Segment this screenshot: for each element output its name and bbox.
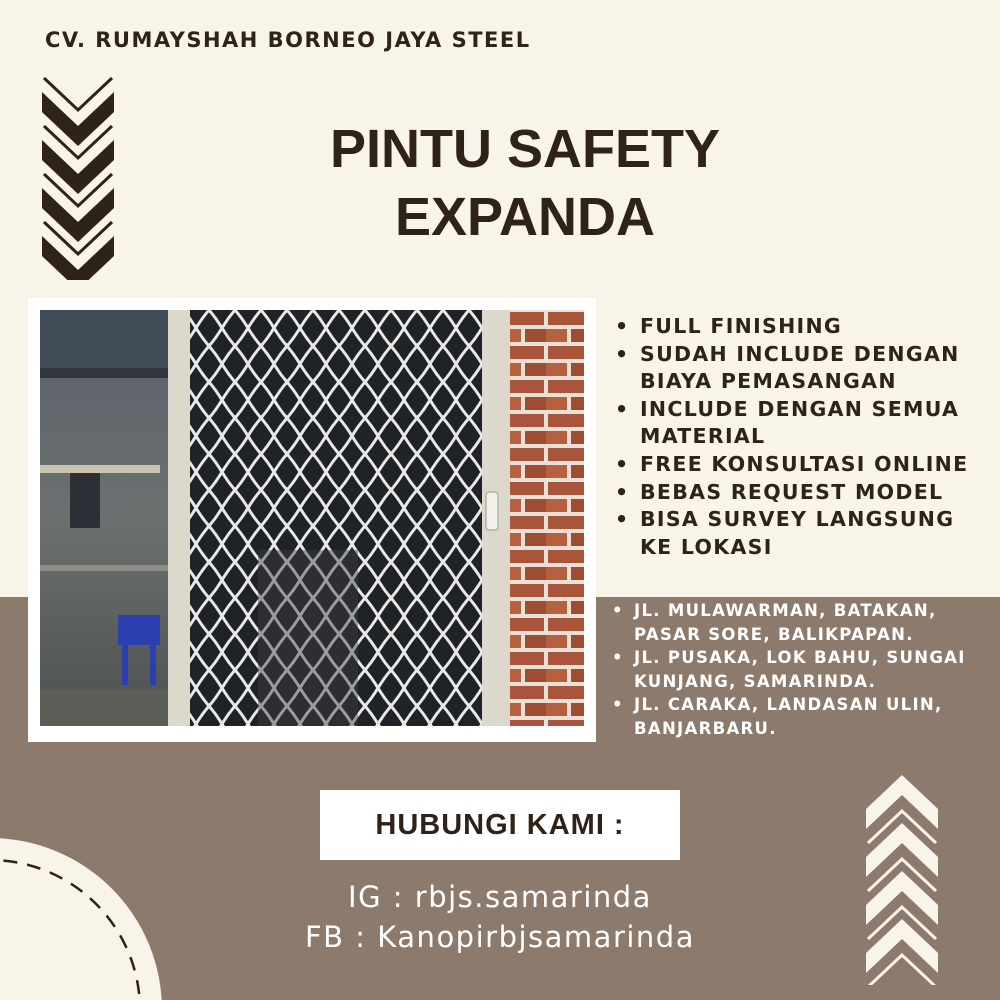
safety-door-illustration (40, 310, 584, 726)
feature-text: SUDAH INCLUDE DENGAN BIAYA PEMASANGAN (640, 341, 960, 394)
company-name: CV. RUMAYSHAH BORNEO JAYA STEEL (45, 28, 531, 52)
product-photo (40, 310, 584, 726)
title-line-2: EXPANDA (394, 187, 656, 247)
bullet: • (612, 695, 624, 714)
bullet: • (612, 648, 624, 667)
feature-list (615, 313, 995, 561)
address-text: JL. MULAWARMAN, BATAKAN, PASAR SORE, BALIKPAPAN. (634, 601, 937, 644)
list-item (615, 396, 995, 451)
bullet: • (615, 479, 630, 504)
list-item (615, 479, 995, 507)
facebook-handle[interactable]: FB : Kanopirbjsamarinda (305, 920, 695, 954)
list-item (615, 506, 995, 561)
decorative-circle (0, 780, 180, 1000)
list-item (612, 693, 997, 740)
address-text: JL. PUSAKA, LOK BAHU, SUNGAI KUNJANG, SAMARINDA. (634, 648, 966, 691)
bullet: • (615, 451, 630, 476)
instagram-handle[interactable]: IG : rbjs.samarinda (348, 880, 652, 914)
feature-text: INCLUDE DENGAN SEMUA MATERIAL (640, 396, 960, 449)
list-item (612, 646, 997, 693)
bullet: • (615, 341, 630, 366)
list-item (612, 599, 997, 646)
contact-box (320, 790, 680, 860)
feature-text: FULL FINISHING (640, 314, 843, 338)
bullet: • (615, 314, 630, 338)
chevron-down-stack-icon (38, 70, 118, 280)
title-line-1: PINTU SAFETY (329, 119, 721, 179)
address-list (612, 599, 997, 740)
feature-text: BISA SURVEY LANGSUNG KE LOKASI (640, 507, 955, 559)
bullet: • (612, 601, 624, 620)
list-item (615, 451, 995, 479)
chevron-up-stack-icon (862, 775, 942, 985)
bullet: • (615, 507, 630, 532)
feature-text: BEBAS REQUEST MODEL (640, 479, 944, 504)
contact-label: HUBUNGI KAMI : (375, 808, 625, 841)
list-item (615, 313, 995, 341)
address-text: JL. CARAKA, LANDASAN ULIN, BANJARBARU. (634, 695, 943, 738)
bullet: • (615, 396, 630, 421)
page-title (260, 115, 790, 251)
product-photo-frame (28, 298, 596, 742)
list-item (615, 341, 995, 396)
feature-text: FREE KONSULTASI ONLINE (640, 451, 969, 476)
